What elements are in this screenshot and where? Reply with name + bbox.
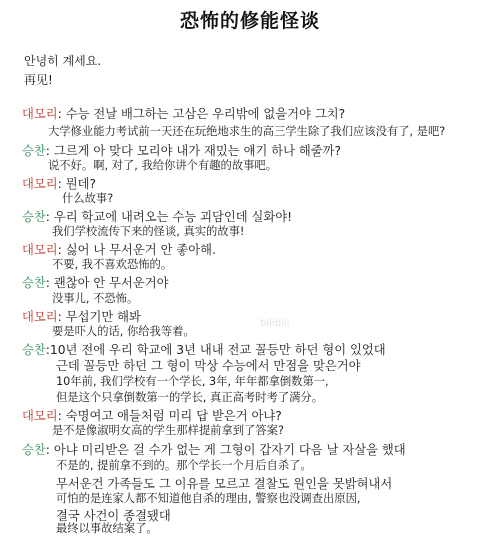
speaker-name: 승찬 <box>22 276 46 290</box>
korean-text: :10년 전에 우리 학교에 3년 내내 전교 꼴등만 하던 형이 있었대 <box>45 343 386 357</box>
speaker-name: 대모리 <box>22 243 58 257</box>
dialogue-line <box>22 273 169 291</box>
korean-text: : 숙명여고 애들처럼 미리 답 받은거 아냐? <box>57 409 282 423</box>
dialogue-line <box>22 440 406 458</box>
korean-text: : 뭔데? <box>57 177 96 191</box>
speaker-name: 대모리 <box>22 177 58 191</box>
chinese-translation: 大学修业能力考试前一天还在玩绝地求生的高三学生除了我们应该没有了, 是吧? <box>48 125 446 138</box>
speaker-name: 승찬 <box>22 443 46 457</box>
korean-text-continued: 결국 사건이 종결됐대 <box>56 509 171 523</box>
speaker-name: 승찬 <box>22 210 46 224</box>
korean-text: : 우리 학교에 내려오는 수능 괴담인데 실화야! <box>45 210 293 224</box>
chinese-translation-continued: 但是这个只拿倒数第一的学长, 真正高考时考了满分。 <box>56 391 324 404</box>
dialogue-line <box>22 104 345 122</box>
chinese-translation: 不要, 我不喜欢恐怖的。 <box>52 258 173 271</box>
korean-text: : 아냐 미리받은 걸 수가 없는 게 그형이 갑자기 다음 날 자살을 했대 <box>45 443 406 457</box>
chinese-translation: 是不是像淑明女高的学生那样提前拿到了答案? <box>52 424 284 437</box>
chinese-translation: 什么故事? <box>62 192 114 205</box>
chinese-translation-continued: 可怕的是连家人都不知道他自杀的理由, 警察也没调查出原因, <box>56 492 361 505</box>
chinese-translation: 没事儿, 不恐怖。 <box>52 292 139 305</box>
speaker-name: 승찬 <box>22 144 46 158</box>
chinese-translation: 要是吓人的话, 你给我等着。 <box>52 325 195 338</box>
page-title: 恐怖的修能怪谈 <box>179 10 320 32</box>
intro-chinese: 再见! <box>24 73 53 87</box>
chinese-translation: 不是的, 提前拿不到的。那个学长一个月后自杀了。 <box>56 459 312 472</box>
korean-text: : 수능 전날 배그하는 고삼은 우리밖에 없을거야 그치? <box>57 107 346 121</box>
korean-text: : 그르게 아 맞다 모리야 내가 재밌는 얘기 하나 해줄까? <box>45 144 342 158</box>
intro-korean: 안녕히 계세요. <box>24 54 102 68</box>
chinese-translation: 说不好。啊, 对了, 我给你讲个有趣的故事吧。 <box>48 159 278 172</box>
watermark-logo: bilibili <box>260 318 290 329</box>
speaker-name: 승찬 <box>22 343 46 357</box>
chinese-translation: 我们学校流传下来的怪谈, 真实的故事! <box>52 225 245 238</box>
korean-text: : 싫어 나 무서운거 안 좋아해. <box>57 243 216 257</box>
speaker-name: 대모리 <box>22 107 58 121</box>
korean-text-continued: 근데 꼴등만 하던 그 형이 막상 수능에서 만점을 맞은거야 <box>56 359 361 373</box>
speaker-name: 대모리 <box>22 409 58 423</box>
speaker-name: 대모리 <box>22 310 58 324</box>
chinese-translation-continued: 最终以事故结案了。 <box>56 522 158 535</box>
korean-text-continued: 무서운건 가족들도 그 이유를 모르고 결찰도 원인을 못밝혀내서 <box>56 477 393 491</box>
korean-text: : 괜찮아 안 무서운거야 <box>45 276 169 290</box>
korean-text: : 무섭기만 해봐 <box>57 310 141 324</box>
chinese-translation: 10年前, 我们学校有一个学长, 3年, 年年都拿倒数第一, <box>56 375 329 388</box>
